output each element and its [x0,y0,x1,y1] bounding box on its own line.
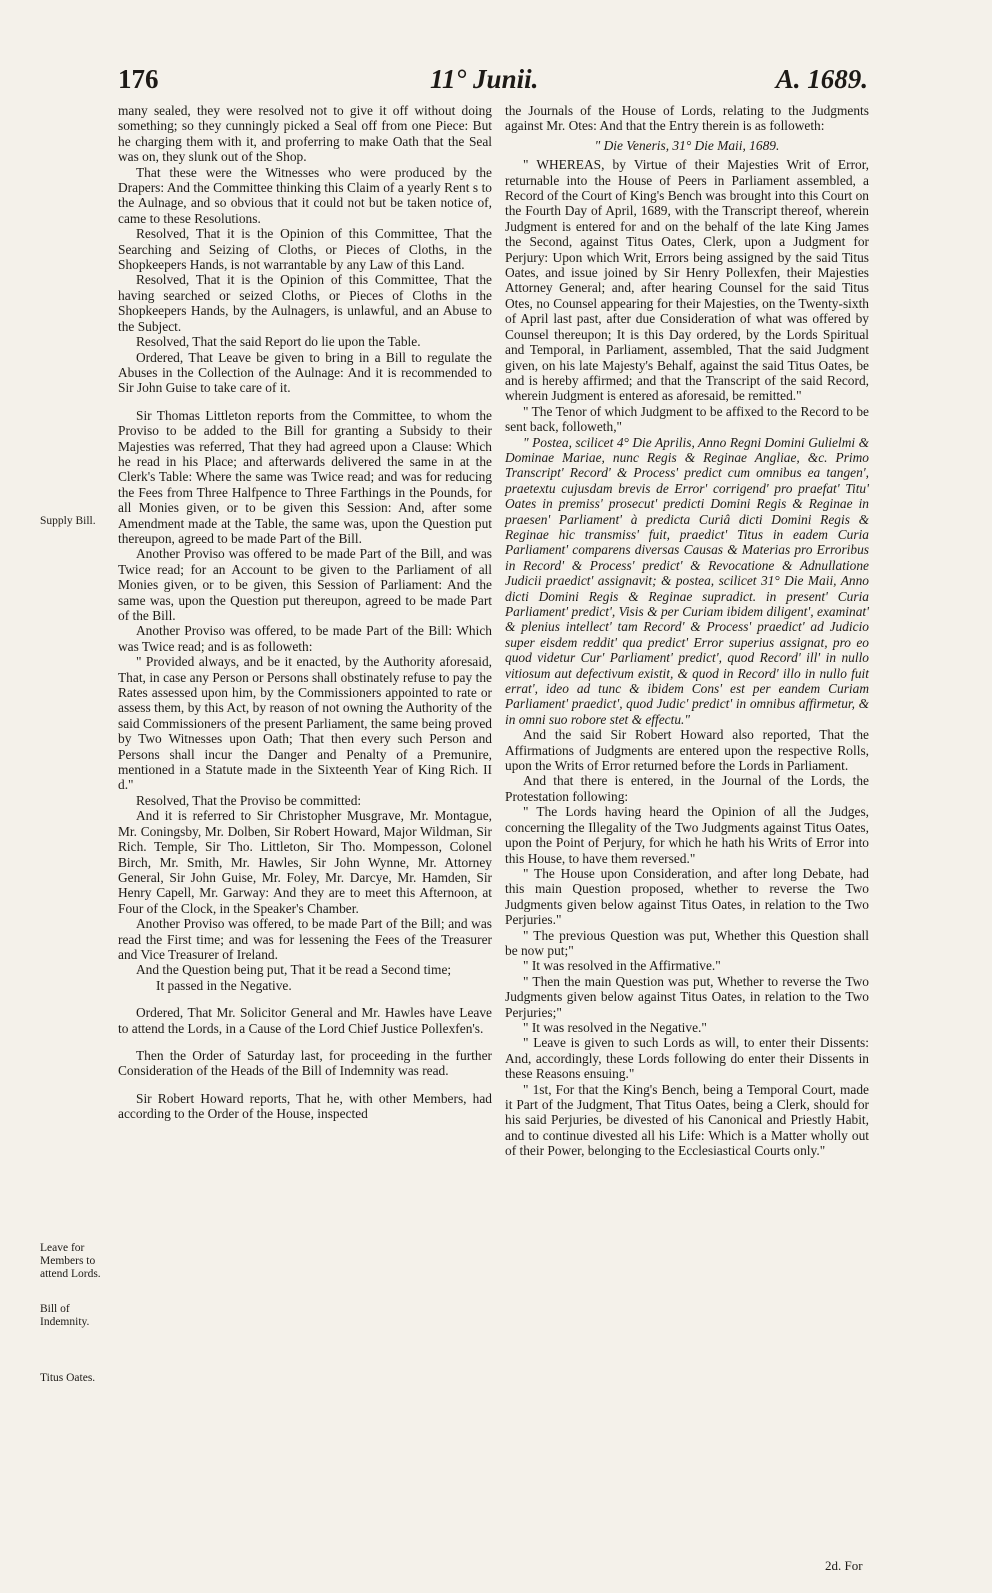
paragraph: And the Question being put, That it be read a Second time; [136,962,452,978]
paragraph: " The House upon Consideration, and after long Debate, had this main Question proposed, whether to reverse the Two Judgments given below against Titus Oates, in relation to the Two Perjuries." [505,865,869,928]
paragraph: " Leave is given to such Lords as will, to enter their Dissents: And, accordingly, these Lords following do enter their Dissents in these Reasons ensuing." [505,1035,869,1082]
paragraph-latin: " Postea, scilicet 4° Die Aprilis, Anno Regni Domini Gulielmi & Dominae Mariae, nunc Regis & Reginae Angliae, &c. Primo Transcript' Record' & Process' predict cum omnibus ea tangen', praetextu cujusdam brevis de Error' corrigend' pro praefat' Titu' Oates in premiss' prosecut' predicti Domini Regis & Reginae in praesen' Parliament' à predicta Curiâ dicti Domini Regis & Reginae hic transmiss' fuit, praedict' Titus in eadem Curia Parliament' comparens diversas Causas & Materias pro Erroribus in Record' & Process' predict' & Revocatione & Adnullatione Judicii praedict' assignavit; & postea, scilicet 31° Die Maii, Anno dicti Domini Regis & Reginae supradict. in present' Curia Parliament' predict', Visis & per Curiam ibidem diligent', examinat' & plenius intellect' tam Record' & Process' praedict' ad Judicio super eisdem reddit' qua predict' Error superius assignat, pro eo quod videtur Cur' Parliament' predict', quod Record' ill' in nullo vitiosum aut defectivum existit, & quod in Record' illo in nullo fuit errat', ideo ad tunc & ibidem Cons' est per eandem Curiam Parliament' praedict', quod Judic' predict' in omnibus affirmetur, & in omni suo robore stet & effectu." [505,434,869,727]
paragraph: Another Proviso was offered to be made Part of the Bill, and was Twice read; for an Account to be given to the Parliament of all Monies given, or to be given, this Session of Parliament: And the same was, upon the Question put thereupon, agreed to be made Part of the Bill. [118,546,492,623]
paragraph: " The Tenor of which Judgment to be affixed to the Record to be sent back, followeth," [505,403,869,435]
paragraph: Another Proviso was offered, to be made Part of the Bill; and was read the First time; and was for lessening the Fees of the Treasurer and Vice Treasurer of Ireland. [118,916,492,962]
paragraph: " Then the main Question was put, Whether to reverse the Two Judgments given below against Titus Oates, in relation to the Two Perjuries;" [505,973,869,1020]
paragraph: many sealed, they were resolved not to give it off without doing something; so they cunningly picked a Seal off from one Piece: But he charging them with it, and proferring to make Oath that the Seal was on, they slunk out of the Shop. [118,103,492,165]
page-number: 176 [118,64,159,94]
page-year: A. 1689. [775,64,868,94]
paragraph: That these were the Witnesses who were produced by the Drapers: And the Committee thinking this Claim of a yearly Rent s to the Aulnage, and so obvious that it could not but be taken notice of, came to these Resolutions. [118,164,492,226]
page-header [118,64,868,104]
paragraph: " WHEREAS, by Virtue of their Majesties Writ of Error, returnable into the House of Peers in Parliament assembled, a Record of the Court of King's Bench was brought into this Court on the Fourth Day of April, 1689, with the Transcript thereof, wherein Judgment is entered for and on the behalf of the late King James the Second, against Titus Oates, Clerk, upon a Judgment for Perjury: Upon which Writ, Errors being assigned by the said Titus Oates, and issue joined by Sir Henry Pollexfen, their Majesties Attorney General; and, after hearing Counsel for the said Titus Otes, no Counsel appearing for their Majesties, on the Twenty-sixth of April last past, after due Consideration of what was offered by Counsel thereupon; It is this Day ordered, by the Lords Spiritual and Temporal, in Parliament, assembled, That the said Judgment given, on his late Majesty's Behalf, against the said Titus Oates, be and is hereby affirmed; and that the Transcript of the said Record, wherein Judgment is entered as aforesaid, be remitted." [505,157,869,404]
paragraph: And it is referred to Sir Christopher Musgrave, Mr. Montague, Mr. Coningsby, Mr. Dolben, Sir Robert Howard, Major Wildman, Sir Rich. Temple, Sir Tho. Littleton, Sir Tho. Mompesson, Colonel Birch, Mr. Smith, Mr. Hawles, Sir John Wynne, Mr. Attorney General, Sir John Guise, Mr. Foley, Mr. Darcye, Mr. Hamden, Sir Henry Capell, Mr. Garway: And they are to meet this Afternoon, at Four of the Clock, in the Speaker's Chamber. [118,808,492,916]
paragraph: Then the Order of Saturday last, for proceeding in the further Consideration of the Heads of the Bill of Indemnity was read. [118,1047,492,1079]
paragraph: Ordered, That Mr. Solicitor General and Mr. Hawles have Leave to attend the Lords, in a Cause of the Lord Chief Justice Pollexfen's. [118,1005,492,1036]
paragraph: " It was resolved in the Affirmative." [523,958,721,974]
left-column [118,103,492,1122]
paragraph: " The Lords having heard the Opinion of all the Judges, concerning the Illegality of the Two Judgments against Titus Oates, upon the Point of Perjury, for which he hath his Writs of Error into this House, to have them reversed." [505,804,869,866]
paragraph: Sir Robert Howard reports, That he, with other Members, had according to the Order of the House, inspected [118,1090,492,1122]
paragraph: Resolved, That it is the Opinion of this Committee, That the having searched or seized Cloths, or Pieces of Cloths in the Shopkeepers Hands, by the Aulnagers, is unlawful, and an Abuse to the Subject. [118,272,492,334]
paragraph: Ordered, That Leave be given to bring in a Bill to regulate the Abuses in the Collection of the Aulnage: And it is recommended to Sir John Guise to take care of it. [118,349,492,396]
paragraph: And that there is entered, in the Journal of the Lords, the Protestation following: [505,773,869,804]
margin-note-leave-for-members: Leave for Members to attend Lords. [40,1242,101,1280]
paragraph: " Provided always, and be it enacted, by the Authority aforesaid, That, in case any Person or Persons shall obstinately refuse to pay the Rates assessed upon him, by the Commissioners appointed to rate or assess them, by this Act, by reason of not owning the Authority of the said Commissioners of the present Parliament, the same being proved by Two Witnesses upon Oath; That then every such Person and Persons shall incur the Danger and Penalty of a Premunire, mentioned in a Statute made in the Sixteenth Year of King Rich. II d." [118,654,492,793]
paragraph: Another Proviso was offered, to be made Part of the Bill: Which was Twice read; and is as followeth: [118,623,492,654]
paragraph: Resolved, That it is the Opinion of this Committee, That the Searching and Seizing of Cloths, or Pieces of Cloths, in the Shopkeepers Hands, is not warrantable by any Law of this Land. [118,226,492,273]
paragraph: Resolved, That the said Report do lie upon the Table. [136,334,421,350]
paragraph: Sir Thomas Littleton reports from the Committee, to whom the Proviso to be added to the Bill for granting a Subsidy to their Majesties was referred, That they had agreed upon a Clause: Which he read in his Place; and afterwards delivered the same in at the Clerk's Table: Where the same was Twice read; and was for reducing the Fees from Three Halfpence to Three Farthings in the Pounds, for all Monies given, or to be given this Session: And, after some Amendment made at the Table, the same was, upon the Question put thereupon, agreed to be made Part of the Bill. [118,407,492,546]
paragraph: the Journals of the House of Lords, relating to the Judgments against Mr. Otes: And that the Entry therein is as followeth: [505,103,869,134]
paragraph: Resolved, That the Proviso be committed: [136,792,362,808]
paragraph: " It was resolved in the Negative." [523,1019,707,1035]
right-column [505,103,869,1159]
catchword: 2d. For [825,1558,863,1573]
paragraph: It passed in the Negative. [156,977,292,993]
margin-note-supply-bill: Supply Bill. [40,515,96,527]
paragraph: " The previous Question was put, Whether this Question shall be now put;" [505,927,869,958]
paragraph: And the said Sir Robert Howard also reported, That the Affirmations of Judgments are entered upon the respective Rolls, upon the Writs of Error returned before the Lords in Parliament. [505,727,869,774]
entry-date: " Die Veneris, 31° Die Maii, 1689. [594,137,780,153]
margin-note-bill-of-indemnity: Bill of Indemnity. [40,1303,90,1328]
margin-note-titus-oates: Titus Oates. [40,1372,96,1384]
page-date: 11° Junii. [430,64,539,94]
paragraph: " 1st, For that the King's Bench, being a Temporal Court, made it Part of the Judgment, That Titus Oates, being a Clerk, should for his said Perjuries, be divested of his Canonical and Priestly Habit, and to continue divested all his Life: Which is a Matter wholly out of their Power, belonging to the Ecclesiastical Courts only." [505,1081,869,1159]
